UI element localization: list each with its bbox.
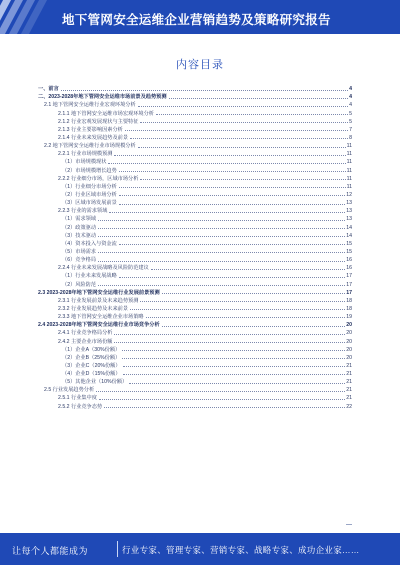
toc-leader-dots xyxy=(130,138,348,139)
footer-slogan: 让每个人都能成为 xyxy=(12,546,89,556)
toc-leader-dots xyxy=(61,90,348,91)
toc-entry-text: （1）市场规模现状 xyxy=(62,159,107,166)
toc-leader-dots xyxy=(140,301,345,302)
toc-entry[interactable] xyxy=(38,304,352,312)
toc-entry-text: （3）技术驱动 xyxy=(62,232,97,239)
toc-leader-dots xyxy=(119,195,345,196)
toc-leader-dots xyxy=(138,106,348,107)
toc-entry-text: 2.2.2 行业细分市场，区域市场分析 xyxy=(58,175,139,182)
toc-leader-dots xyxy=(125,130,348,131)
toc-entry[interactable] xyxy=(38,279,352,287)
toc-leader-dots xyxy=(98,252,345,253)
toc-leader-dots xyxy=(162,326,346,327)
toc-entry-text: （2）市场规模增长趋势 xyxy=(62,167,117,174)
toc-entry-page: 14 xyxy=(346,224,352,231)
toc-entry-text: （1）企业A（30%份额） xyxy=(62,346,121,353)
toc-leader-dots xyxy=(96,391,345,392)
toc-leader-dots xyxy=(98,285,345,286)
toc-leader-dots xyxy=(151,269,345,270)
toc-entry[interactable] xyxy=(38,247,352,255)
toc-entry[interactable] xyxy=(38,328,352,336)
toc-leader-dots xyxy=(119,171,346,172)
toc-leader-dots xyxy=(123,366,346,367)
toc-entry-text: 2.1.4 行业未来发展趋势及前景 xyxy=(58,134,129,141)
page-marker xyxy=(346,524,352,525)
toc-entry-page: 4 xyxy=(349,94,352,101)
toc-entry-text: （2）风险防范 xyxy=(62,281,97,288)
toc-entry-page: 16 xyxy=(346,257,352,264)
toc-entry-text: 二、2023-2028年地下管网安全运维市场前景及趋势预测 xyxy=(38,94,167,101)
footer-bar xyxy=(0,533,400,565)
toc-leader-dots xyxy=(146,317,346,318)
toc-entry-text: （2）行业区域市场分析 xyxy=(62,191,117,198)
toc-entry-text: 2.5 行业发展趋势分析 xyxy=(44,387,95,394)
toc-leader-dots xyxy=(138,147,346,148)
report-title: 地下管网安全运维企业营销趋势及策略研究报告 xyxy=(62,13,331,27)
toc-entry[interactable] xyxy=(38,345,352,353)
toc-entry[interactable] xyxy=(38,108,352,116)
toc-entry-page: 11 xyxy=(346,143,352,150)
toc-entry-text: （3）企业C（20%份额） xyxy=(62,362,121,369)
toc-entry[interactable] xyxy=(38,288,352,296)
toc-entry[interactable] xyxy=(38,214,352,222)
toc-entry-text: （4）企业D（15%份额） xyxy=(62,371,121,378)
toc-leader-dots xyxy=(104,407,345,408)
table-of-contents xyxy=(38,84,352,410)
toc-leader-dots xyxy=(129,383,345,384)
toc-entry[interactable] xyxy=(38,174,352,182)
toc-entry-text: （5）市场需求 xyxy=(62,248,97,255)
toc-entry-page: 11 xyxy=(346,151,352,158)
toc-entry[interactable] xyxy=(38,125,352,133)
toc-heading: 内容目录 xyxy=(176,59,224,71)
toc-leader-dots xyxy=(122,358,345,359)
toc-leader-dots xyxy=(114,155,345,156)
toc-leader-dots xyxy=(156,114,348,115)
toc-entry[interactable] xyxy=(38,231,352,239)
toc-entry-page: 21 xyxy=(346,387,352,394)
toc-leader-dots xyxy=(169,98,349,99)
toc-entry[interactable] xyxy=(38,255,352,263)
toc-entry-page: 8 xyxy=(349,134,352,141)
toc-leader-dots xyxy=(122,350,345,351)
toc-entry[interactable] xyxy=(38,92,352,100)
toc-entry-text: （1）需求领域 xyxy=(62,216,97,223)
toc-entry-page: 20 xyxy=(346,322,352,329)
toc-entry[interactable] xyxy=(38,320,352,328)
toc-entry-text: （2）政策驱动 xyxy=(62,224,97,231)
toc-entry-page: 11 xyxy=(346,167,352,174)
toc-entry[interactable] xyxy=(38,149,352,157)
toc-entry-text: 2.5.1 行业集中度 xyxy=(58,395,97,402)
toc-entry[interactable] xyxy=(38,190,352,198)
toc-entry-text: （3）区域市场发展前景 xyxy=(62,200,117,207)
toc-entry-page: 15 xyxy=(346,248,352,255)
toc-entry[interactable] xyxy=(38,385,352,393)
toc-leader-dots xyxy=(140,122,348,123)
toc-entry-text: （1）行业细分市场分析 xyxy=(62,183,117,190)
toc-entry[interactable] xyxy=(38,222,352,230)
toc-leader-dots xyxy=(109,212,345,213)
toc-entry[interactable] xyxy=(38,198,352,206)
toc-leader-dots xyxy=(98,236,345,237)
toc-entry[interactable] xyxy=(38,117,352,125)
toc-entry-page: 13 xyxy=(346,216,352,223)
footer-divider xyxy=(117,541,118,557)
toc-entry-page: 11 xyxy=(346,175,352,182)
toc-entry-text: 2.2.3 行业的需求领域 xyxy=(58,208,108,215)
toc-entry-text: 2.1 地下管网安全运维行业宏观环境分析 xyxy=(44,102,136,109)
toc-entry-text: 2.4.1 行业竞争格局分析 xyxy=(58,330,113,337)
toc-entry-page: 22 xyxy=(346,403,352,410)
toc-entry[interactable] xyxy=(38,336,352,344)
toc-entry[interactable] xyxy=(38,361,352,369)
toc-leader-dots xyxy=(119,277,345,278)
toc-entry-text: 2.1.3 行业主要影响因素分析 xyxy=(58,126,123,133)
toc-entry-text: 2.2 地下管网安全运维行业市场规模分析 xyxy=(44,143,136,150)
toc-entry-page: 13 xyxy=(346,200,352,207)
toc-entry-text: 2.2.1 行业市场规模预测 xyxy=(58,151,113,158)
toc-leader-dots xyxy=(123,374,346,375)
footer-tagline: 行业专家、管理专家、营销专家、战略专家、成功企业家…… xyxy=(122,545,360,555)
toc-leader-dots xyxy=(140,179,345,180)
report-header-bar xyxy=(0,0,400,34)
toc-entry-page: 5 xyxy=(349,118,352,125)
toc-entry-page: 19 xyxy=(346,314,352,321)
toc-leader-dots xyxy=(98,220,345,221)
toc-entry-text: 一、前言 xyxy=(38,86,59,93)
toc-entry[interactable] xyxy=(38,312,352,320)
toc-entry-page: 21 xyxy=(346,379,352,386)
toc-entry[interactable] xyxy=(38,100,352,108)
toc-entry-text: 2.4 2023-2028年地下管网安全运维行业市场竞争分析 xyxy=(38,322,160,329)
toc-entry-text: 2.3.1 行业发展前景及未来趋势预测 xyxy=(58,297,139,304)
toc-entry[interactable] xyxy=(38,239,352,247)
toc-entry-text: （5）其他企业（10%份额） xyxy=(62,379,128,386)
toc-entry-page: 17 xyxy=(346,273,352,280)
toc-entry-page: 20 xyxy=(346,330,352,337)
toc-entry[interactable] xyxy=(38,401,352,409)
toc-leader-dots xyxy=(114,334,345,335)
toc-entry[interactable] xyxy=(38,296,352,304)
toc-leader-dots xyxy=(119,187,346,188)
toc-entry[interactable] xyxy=(38,206,352,214)
toc-entry-text: （2）企业B（25%份额） xyxy=(62,354,121,361)
toc-entry-page: 12 xyxy=(346,191,352,198)
toc-entry-page: 4 xyxy=(349,102,352,109)
toc-entry-text: 2.1.2 行业宏观发展现状与主要特征 xyxy=(58,118,139,125)
toc-entry[interactable] xyxy=(38,263,352,271)
toc-entry[interactable] xyxy=(38,133,352,141)
toc-leader-dots xyxy=(114,342,345,343)
toc-leader-dots xyxy=(98,261,345,262)
toc-entry[interactable] xyxy=(38,377,352,385)
toc-entry-text: 2.3 2023-2028年地下管网安全运维行业发展前景预测 xyxy=(38,289,160,296)
toc-entry-page: 13 xyxy=(346,208,352,215)
toc-entry-page: 21 xyxy=(346,371,352,378)
toc-entry-text: （6）竞争格局 xyxy=(62,257,97,264)
toc-leader-dots xyxy=(162,293,346,294)
toc-leader-dots xyxy=(119,244,345,245)
toc-entry-page: 14 xyxy=(346,232,352,239)
toc-leader-dots xyxy=(119,204,345,205)
toc-entry[interactable] xyxy=(38,141,352,149)
toc-entry-page: 18 xyxy=(346,297,352,304)
toc-entry-text: （1）行业未来发展战略 xyxy=(62,273,117,280)
toc-entry-text: 2.1.1 地下管网安全运维市场宏观环境分析 xyxy=(58,110,154,117)
toc-entry-page: 7 xyxy=(349,126,352,133)
toc-leader-dots xyxy=(130,309,345,310)
toc-entry-page: 4 xyxy=(349,86,352,93)
toc-leader-dots xyxy=(108,163,345,164)
toc-entry-page: 20 xyxy=(346,354,352,361)
toc-leader-dots xyxy=(99,399,345,400)
toc-entry[interactable] xyxy=(38,353,352,361)
toc-entry-text: 2.3.3 地下管网安全运维企业市场策略 xyxy=(58,314,144,321)
toc-entry[interactable] xyxy=(38,271,352,279)
toc-entry-page: 5 xyxy=(349,110,352,117)
toc-entry-text: （4）资本投入与资金流 xyxy=(62,240,117,247)
toc-entry[interactable] xyxy=(38,182,352,190)
toc-entry-text: 2.4.2 主要企业市场份额 xyxy=(58,338,113,345)
toc-entry-page: 17 xyxy=(346,289,352,296)
toc-entry-page: 21 xyxy=(346,362,352,369)
toc-leader-dots xyxy=(98,228,345,229)
toc-entry[interactable] xyxy=(38,369,352,377)
toc-entry-page: 11 xyxy=(346,159,352,166)
toc-entry[interactable] xyxy=(38,393,352,401)
toc-entry-page: 11 xyxy=(346,183,352,190)
toc-entry[interactable] xyxy=(38,165,352,173)
toc-entry-text: 2.5.2 行业竞争态势 xyxy=(58,403,103,410)
toc-entry-page: 15 xyxy=(346,240,352,247)
toc-entry-text: 2.3.2 行业发展趋势及未来前景 xyxy=(58,305,129,312)
toc-entry-page: 20 xyxy=(346,338,352,345)
toc-entry-page: 20 xyxy=(346,346,352,353)
toc-entry-text: 2.2.4 行业未来发展战略及风险防范建议 xyxy=(58,265,149,272)
toc-entry[interactable] xyxy=(38,84,352,92)
toc-entry-page: 17 xyxy=(346,281,352,288)
toc-entry[interactable] xyxy=(38,157,352,165)
toc-entry-page: 21 xyxy=(346,395,352,402)
toc-entry-page: 18 xyxy=(346,305,352,312)
toc-entry-page: 16 xyxy=(346,265,352,272)
